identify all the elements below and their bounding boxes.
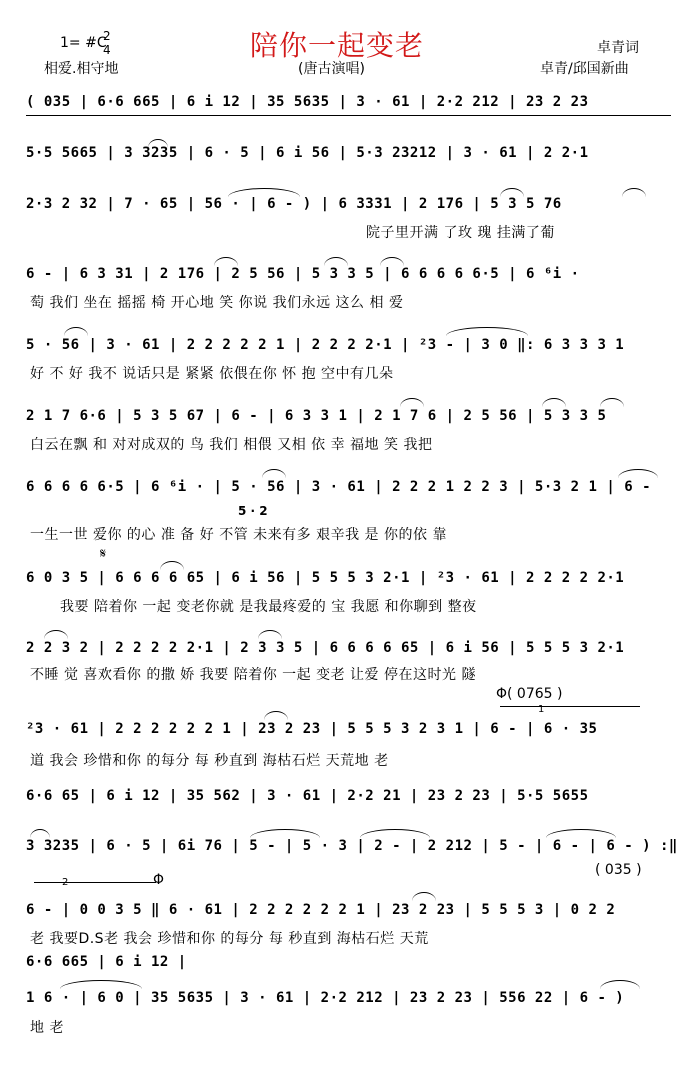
composer-credit: 卓青/邱国新曲: [540, 61, 629, 77]
notes: 2·3 2 32 | 7 · 65 | 56 · | 6 - ) | 6 3331 | 2 176 | 5 3 5 76: [26, 196, 562, 212]
volta-2-label: 2: [62, 877, 69, 888]
lyrics: 一生一世 爱你 的心 准 备 好 不管 未来有多 艰辛我 是 你的依 靠: [30, 527, 447, 543]
notes: ²3 · 61 | 2 2 2 2 2 2 1 | 23 2 23 | 5 5 5 3 2 3 1 | 6 - | 6 · 35: [26, 721, 598, 737]
lyrics: 不睡 觉 喜欢看你 的撒 娇 我要 陪着你 一起 变老 让爱 停在这时光 隧: [30, 667, 476, 683]
notes: 6 - | 6 3 31 | 2 176 | 2 5 56 | 5 3 3 5 | 6 6 6 6 6·5 | 6 ⁶i ·: [26, 266, 580, 282]
repeat-open: ( 035 ): [595, 862, 642, 878]
notes: ( 035 | 6·6 665 | 6 i 12 | 35 5635 | 3 · 61 | 2·2 212 | 23 2 23: [26, 94, 589, 110]
lyrics: 我要 陪着你 一起 变老你就 是我最疼爱的 宝 我愿 和你聊到 整夜: [60, 599, 477, 615]
lyrics: 萄 我们 坐在 摇摇 椅 开心地 笑 你说 我们永远 这么 相 爱: [30, 295, 404, 311]
notes: 2 1 7 6·6 | 5 3 5 67 | 6 - | 6 3 3 1 | 2 1 7 6 | 2 5 56 | 5 3 3 5: [26, 408, 607, 424]
notes: 2 2 3 2 | 2 2 2 2 2·1 | 2 3 3 5 | 6 6 6 6 65 | 6 i 56 | 5 5 5 3 2·1: [26, 640, 625, 656]
page-title: 陪你一起变老: [250, 29, 425, 62]
lyrics: 院子里开满 了玫 瑰 挂满了葡: [366, 225, 555, 241]
notes: 3 3235 | 6 · 5 | 6i 76 | 5 - | 5 · 3 | 2 - | 2 212 | 5 - | 6 - | 6 - ) :‖: [26, 838, 678, 854]
lyrics: 好 不 好 我不 说话只是 紧紧 依偎在你 怀 抱 空中有几朵: [30, 366, 394, 382]
key-signature: 1= #C: [60, 35, 107, 51]
notes: 6 6 6 6 6·5 | 6 ⁶i · | 5 · 56 | 3 · 61 | 2 2 2 1 2 2 3 | 5·3 2 1 | 6 -: [26, 479, 652, 495]
notes: 6 - | 0 0 3 5 ‖ 6 · 61 | 2 2 2 2 2 2 1 | 23 2 23 | 5 5 5 3 | 0 2 2: [26, 902, 616, 918]
volta-1-label: 1: [538, 704, 545, 715]
coda-icon: Φ: [153, 872, 165, 888]
notes: 5·5 5665 | 3 3235 | 6 · 5 | 6 i 56 | 5·3 23212 | 3 · 61 | 2 2·1: [26, 145, 589, 161]
segno-icon: 𝄋: [100, 546, 107, 562]
notes: 6·6 665 | 6 i 12 |: [26, 954, 187, 970]
lyrics: 白云在飘 和 对对成双的 鸟 我们 相偎 又相 依 幸 福地 笑 我把: [30, 437, 433, 453]
coda-icon: Φ( 0765 ): [496, 686, 563, 702]
notes: 5 · 56 | 3 · 61 | 2 2 2 2 2 1 | 2 2 2 2·1 | ²3 - | 3 0 ‖: 6 3 3 3 1: [26, 337, 625, 353]
lyrics: 道 我会 珍惜和你 的每分 每 秒直到 海枯石烂 天荒地 老: [30, 753, 389, 769]
notes: 1 6 · | 6 0 | 35 5635 | 3 · 61 | 2·2 212 | 23 2 23 | 556 22 | 6 - ): [26, 990, 625, 1006]
lyricist-credit: 卓青词: [597, 40, 639, 56]
subtitle-left: 相爱.相守地: [44, 61, 119, 77]
time-signature-top: 2: [103, 29, 111, 43]
lyrics: 老 我要D.S老 我会 珍惜和你 的每分 每 秒直到 海枯石烂 天荒: [30, 931, 429, 947]
singer-credit: (唐古演唱): [298, 61, 365, 77]
notes: 6 0 3 5 | 6 6 6 6 65 | 6 i 56 | 5 5 5 3 2·1 | ²3 · 61 | 2 2 2 2 2·1: [26, 570, 625, 586]
time-signature-bottom: 4: [103, 43, 111, 57]
lyrics: 地 老: [30, 1020, 64, 1036]
notes: 6·6 65 | 6 i 12 | 35 562 | 3 · 61 | 2·2 21 | 23 2 23 | 5·5 5655: [26, 788, 589, 804]
alt-note: 5 · 2: [238, 504, 268, 518]
